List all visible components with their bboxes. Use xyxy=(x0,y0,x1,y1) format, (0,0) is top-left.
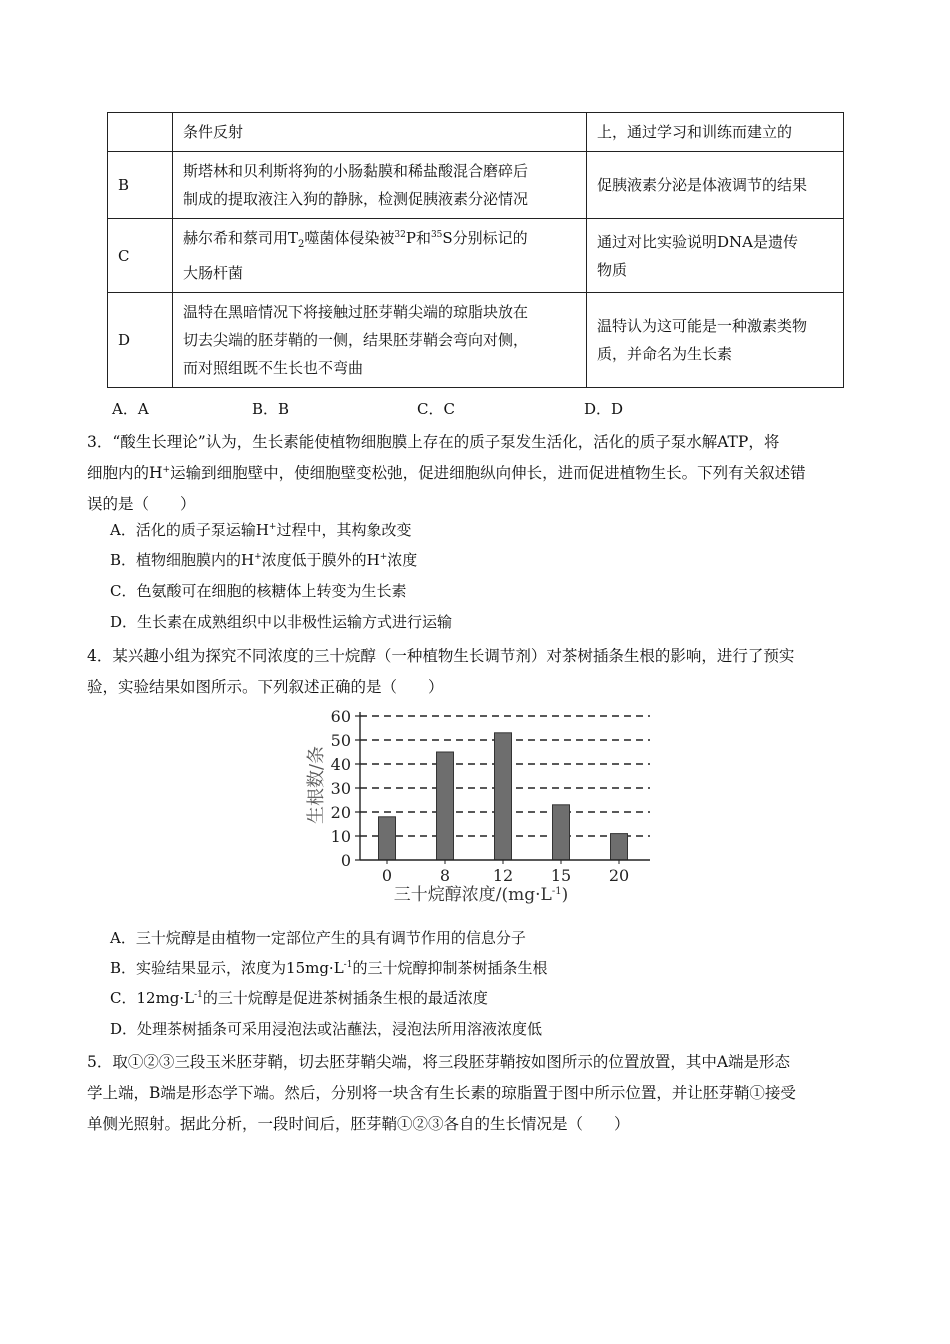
q3-option-c[interactable]: C．色氨酸可在细胞的核糖体上转变为生长素 xyxy=(110,582,407,600)
q3-option-d[interactable]: D．生长素在成熟组织中以非极性运输方式进行运输 xyxy=(110,613,453,631)
q5-line1: 5．取①②③三段玉米胚芽鞘，切去胚芽鞘尖端，将三段胚芽鞘按如图所示的位置放置，其中A端是形态 xyxy=(87,1053,791,1071)
row-b-experiment-line1: 斯塔林和贝利斯将狗的小肠黏膜和稀盐酸混合磨碎后 xyxy=(183,162,529,180)
chart-x-label xyxy=(394,885,568,905)
q3-b-mid: 浓度低于膜外的H xyxy=(261,551,380,569)
row-c-experiment-line1 xyxy=(183,224,576,259)
q2-choices xyxy=(112,398,812,420)
chart-x-ticks xyxy=(382,860,629,885)
table-row-c xyxy=(108,219,844,293)
q4-b-post: 的三十烷醇抑制茶树插条生根 xyxy=(352,959,548,977)
row-b-experiment-line2: 制成的提取液注入狗的静脉，检测促胰液素分泌情况 xyxy=(183,190,529,208)
q4-c-sup: -1 xyxy=(194,990,203,1000)
row-c-text-mid: 噬菌体侵染被 xyxy=(304,229,395,247)
q5-stem xyxy=(87,1047,859,1140)
q4-b-pre: B．实验结果显示，浓度为15mg·L xyxy=(110,959,344,977)
row-c-conclusion-line2: 物质 xyxy=(597,260,628,279)
q3-option-b[interactable] xyxy=(110,549,850,571)
q4-option-a[interactable]: A．三十烷醇是由植物一定部位产生的具有调节作用的信息分子 xyxy=(110,929,526,947)
q4-line1: 4．某兴趣小组为探究不同浓度的三十烷醇（一种植物生长调节剂）对茶树插条生根的影响，进行了预实 xyxy=(87,647,795,665)
row-d-experiment-line2: 切去尖端的胚芽鞘的一侧，结果胚芽鞘会弯向对侧， xyxy=(183,331,529,349)
q2-table xyxy=(107,112,844,388)
table-row-d xyxy=(108,293,844,388)
q4-c-post: 的三十烷醇是促进茶树插条生根的最适浓度 xyxy=(202,989,488,1007)
q4-b-sup: -1 xyxy=(343,960,353,970)
y-tick-label: 0 xyxy=(340,851,351,870)
q3-a-pre: A．活化的质子泵运输H xyxy=(110,521,269,539)
q2-choice-a[interactable]: A．A xyxy=(112,400,149,418)
q4-option-b[interactable] xyxy=(110,957,850,979)
x-tick-label: 20 xyxy=(608,866,630,885)
q3-b-sup2: + xyxy=(379,552,388,562)
row-c-text-pre: 赫尔希和蔡司用T xyxy=(183,229,299,247)
y-tick-label: 50 xyxy=(330,731,351,750)
row-d-conclusion-line1: 温特认为这可能是一种激素类物 xyxy=(597,317,808,335)
table-row-b xyxy=(108,152,844,219)
q3-line3: 误的是（ ） xyxy=(87,495,196,513)
x-tick-label: 8 xyxy=(439,866,451,885)
bar-20 xyxy=(611,834,628,860)
chart-x-label-sup: -1 xyxy=(551,886,562,897)
q3-line2-pre: 细胞内的H xyxy=(87,464,163,482)
bar-12 xyxy=(495,733,512,860)
q3-b-pre: B．植物细胞膜内的H xyxy=(110,551,255,569)
q4-option-c[interactable] xyxy=(110,987,850,1009)
q3-option-a[interactable] xyxy=(110,519,850,541)
row-b-conclusion: 促胰液素分泌是体液调节的结果 xyxy=(587,152,844,219)
row-a-label xyxy=(108,113,173,152)
q2-choice-d[interactable]: D．D xyxy=(584,400,624,418)
q3-stem xyxy=(87,427,859,520)
q4-c-pre: C．12mg·L xyxy=(110,989,195,1007)
row-c-sup1: 32 xyxy=(394,230,406,240)
y-tick-label: 60 xyxy=(330,707,351,726)
row-c-experiment xyxy=(173,219,587,293)
row-c-sub: 2 xyxy=(298,239,305,250)
row-c-experiment-line2: 大肠杆菌 xyxy=(183,264,244,282)
q4-line2: 验，实验结果如图所示。下列叙述正确的是（ ） xyxy=(87,678,444,696)
q2-choice-c[interactable]: C．C xyxy=(417,400,455,418)
bar-15 xyxy=(553,805,570,860)
table-row-a xyxy=(108,113,844,152)
q3-b-sup: + xyxy=(254,552,262,562)
row-c-text-s: S分别标记的 xyxy=(442,229,528,247)
q3-line2-post: 运输到细胞壁中，使细胞壁变松弛，促进细胞纵向伸长，进而促进植物生长。下列有关叙述错 xyxy=(170,464,806,482)
y-tick-label: 30 xyxy=(330,779,351,798)
q3-line2-sup: + xyxy=(162,465,171,475)
row-c-sup2: 35 xyxy=(430,230,443,240)
q5-line2: 学上端，B端是形态学下端。然后，分别将一块含有生长素的琼脂置于图中所示位置，并让胚芽鞘①接受 xyxy=(87,1084,796,1102)
row-c-text-p: P和 xyxy=(405,229,431,247)
chart-y-label: 生根数/条 xyxy=(306,745,327,825)
bar-0 xyxy=(379,817,396,860)
chart-y-ticks xyxy=(331,707,360,870)
q3-line1: 3．“酸生长理论”认为，生长素能使植物细胞膜上存在的质子泵发生活化，活化的质子泵水解ATP，将 xyxy=(87,433,780,451)
bar-8 xyxy=(437,752,454,860)
x-tick-label: 0 xyxy=(381,866,393,885)
row-c-label: C xyxy=(108,219,173,293)
q3-a-post: 过程中，其构象改变 xyxy=(276,521,412,539)
x-tick-label: 12 xyxy=(492,866,514,885)
row-a-conclusion: 上，通过学习和训练而建立的 xyxy=(587,113,844,152)
row-a-experiment: 条件反射 xyxy=(173,113,587,152)
row-c-conclusion xyxy=(587,219,844,293)
q3-a-sup: + xyxy=(268,522,277,532)
y-tick-label: 10 xyxy=(330,827,351,846)
y-tick-label: 20 xyxy=(330,803,351,822)
q4-option-d[interactable]: D．处理茶树插条可采用浸泡法或沾蘸法，浸泡法所用溶液浓度低 xyxy=(110,1020,543,1038)
q3-b-post: 浓度 xyxy=(387,551,418,569)
row-d-conclusion xyxy=(587,293,844,388)
row-b-experiment xyxy=(173,152,587,219)
chart-x-label-post: ) xyxy=(561,885,569,905)
x-tick-label: 15 xyxy=(550,866,572,885)
row-d-experiment-line1: 温特在黑暗情况下将接触过胚芽鞘尖端的琼脂块放在 xyxy=(183,303,529,321)
row-d-experiment xyxy=(173,293,587,388)
q5-line3: 单侧光照射。据此分析，一段时间后，胚芽鞘①②③各自的生长情况是（ ） xyxy=(87,1115,630,1133)
row-b-label: B xyxy=(108,152,173,219)
row-d-conclusion-line2: 质，并命名为生长素 xyxy=(597,345,733,363)
row-d-experiment-line3: 而对照组既不生长也不弯曲 xyxy=(183,359,364,377)
q4-stem xyxy=(87,641,859,703)
row-d-label: D xyxy=(108,293,173,388)
q2-choice-b[interactable]: B．B xyxy=(252,400,290,418)
rooting-bar-chart xyxy=(298,700,658,912)
y-tick-label: 40 xyxy=(330,755,351,774)
q3-line2 xyxy=(87,458,859,489)
row-c-conclusion-line1: 通过对比实验说明DNA是遗传 xyxy=(597,232,798,251)
chart-bars xyxy=(379,733,628,860)
chart-x-label-pre: 三十烷醇浓度/(mg·L xyxy=(393,885,552,905)
